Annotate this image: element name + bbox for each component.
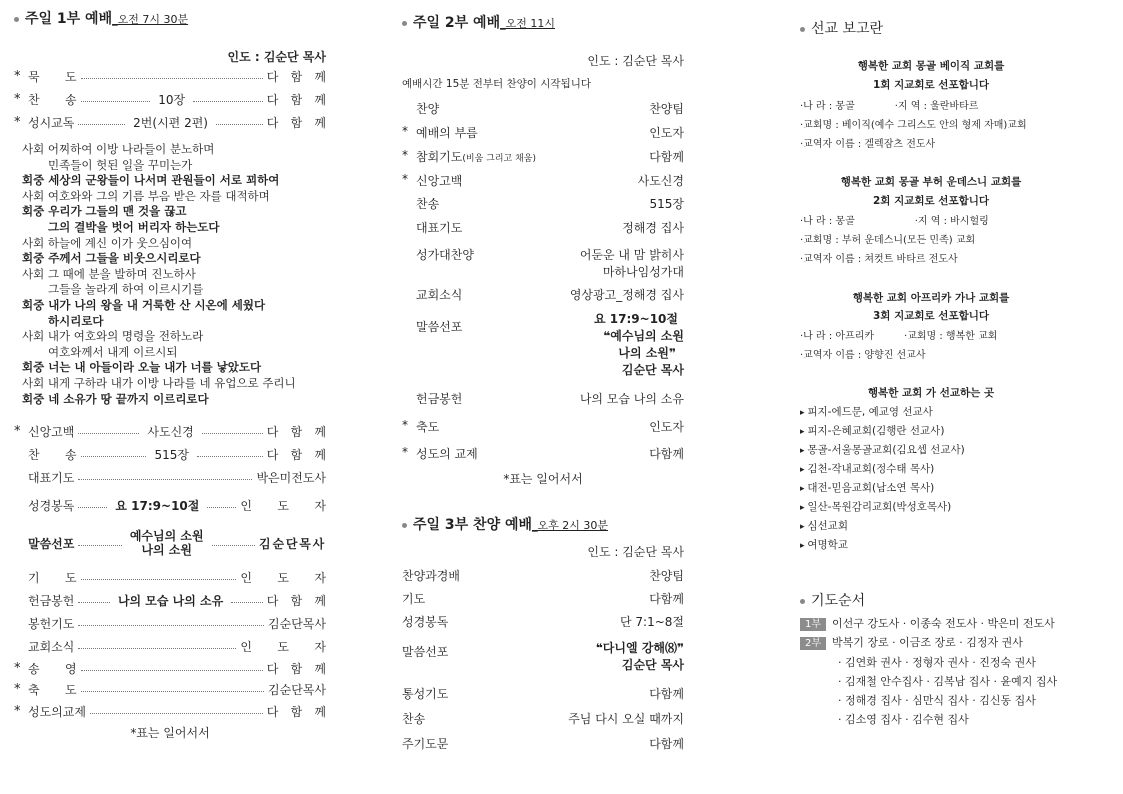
sermon-block: 요 17:9~10절 ❝예수님의 소원 나의 소원❞ 김순단 목사 bbox=[594, 312, 684, 377]
worship-notice: 예배시간 15분 전부터 찬양이 시작됩니다 bbox=[402, 78, 591, 90]
prayer-order-title: 기도순서 bbox=[800, 590, 865, 610]
order-row: 주기도문 다함께 bbox=[402, 737, 684, 751]
order-row: 성경봉독 단 7:1~8절 bbox=[402, 615, 684, 629]
mission-info: ·나 라 : 아프리카 ·교회명 : 행복한 교회 bbox=[800, 331, 998, 342]
reading-line: 그들을 놀라게 하여 이르시기를 bbox=[48, 282, 204, 297]
reading-line: 여호와께서 내게 이르시되 bbox=[48, 344, 178, 359]
order-row: 찬송 515장 bbox=[416, 197, 684, 211]
order-row: * 참회기도(비움 그리고 채움) 다함께 bbox=[402, 148, 684, 164]
reading-line: 회중 네 소유가 땅 끝까지 이르리로다 bbox=[22, 391, 209, 406]
third-service-leader: 인도 : 김순단 목사 bbox=[587, 545, 684, 559]
mission-heading: 2회 지교회로 선포합니다 bbox=[872, 195, 990, 207]
first-service-title: 주일 1부 예배_오전 7시 30분 bbox=[14, 8, 188, 28]
first-service-leader: 인도 : 김순단 목사 bbox=[227, 50, 326, 64]
third-service-title: 주일 3부 찬양 예배_오후 2시 30분 bbox=[402, 514, 608, 534]
prayer-second-service: 2부 박복기 장로 · 이금조 장로 · 김정자 권사 bbox=[800, 634, 1023, 650]
reading-line: 사회 그 때에 분을 발하며 진노하사 bbox=[22, 266, 196, 281]
order-row: 말씀선포 예수님의 소원 나의 소원 김순단목사 bbox=[28, 529, 327, 557]
order-row: 찬양과경배 찬양팀 bbox=[402, 569, 684, 583]
mission-place-item: ▸ 대전-믿음교회(남소연 목사) bbox=[800, 480, 934, 495]
mission-heading: 행복한 교회 아프리카 가나 교회를 bbox=[852, 292, 1010, 304]
second-service-leader: 인도 : 김순단 목사 bbox=[587, 54, 684, 68]
bullet-dot-icon bbox=[402, 21, 407, 26]
reading-line: 회중 세상의 군왕들이 나서며 관원들이 서로 꾀하여 bbox=[22, 173, 280, 188]
mission-info: ·교역자 이름 : 겔렉잠츠 전도사 bbox=[800, 139, 936, 150]
mission-place-item: ▸ 여명학교 bbox=[800, 537, 848, 552]
sermon-row: 말씀선포 bbox=[402, 645, 449, 659]
second-service-title: 주일 2부 예배_오전 11시 bbox=[402, 12, 555, 32]
order-row: * 찬 송 10장 다 함 께 bbox=[14, 92, 331, 107]
order-row: * 묵 도 다 함 께 bbox=[14, 69, 331, 84]
reading-line: 사회 하늘에 계신 이가 웃으심이여 bbox=[22, 235, 193, 250]
mission-place-item: ▸ 피지-에드문, 예교영 선교사 bbox=[800, 404, 933, 419]
prayer-line: · 김재철 안수집사 · 김복남 집사 · 윤예지 집사 bbox=[838, 675, 1058, 688]
choir-name: 마하나임성가대 bbox=[602, 265, 684, 279]
fellowship-row: * 성도의 교제 다함께 bbox=[402, 445, 684, 461]
choir-row: 성가대찬양 어둔운 내 맘 밝히사 bbox=[416, 248, 684, 262]
mission-heading: 1회 지교회로 선포합니다 bbox=[872, 79, 990, 91]
reading-line: 사회 내가 여호와의 명령을 전하노라 bbox=[22, 329, 204, 344]
mission-place-item: ▸ 심선교회 bbox=[800, 518, 848, 533]
reading-line: 사회 여호와와 그의 기름 부음 받은 자를 대적하며 bbox=[22, 188, 270, 203]
bullet-dot-icon bbox=[402, 523, 407, 528]
order-row: 대표기도 정해경 집사 bbox=[416, 221, 684, 235]
mission-info: ·교회명 : 부허 운데스니(모든 민족) 교회 bbox=[800, 235, 976, 246]
bullet-dot-icon bbox=[14, 17, 19, 22]
mission-place-item: ▸ 일산-목원감리교회(박성호목사) bbox=[800, 499, 951, 514]
order-row: 성경봉독 요 17:9~10절 인 도 자 bbox=[28, 499, 337, 513]
mission-places-heading: 행복한 교회 가 선교하는 곳 bbox=[867, 387, 995, 399]
order-row: 기 도 인 도 자 bbox=[28, 571, 337, 585]
order-row: 찬 송 515장 다 함 께 bbox=[28, 448, 331, 462]
mission-place-item: ▸ 몽골-서울몽골교회(김요셉 선교사) bbox=[800, 442, 965, 457]
order-row: 찬송 주님 다시 오실 때까지 bbox=[402, 712, 684, 726]
service-badge: 1부 bbox=[800, 618, 826, 631]
reading-line: 그의 결박을 벗어 버리자 하는도다 bbox=[48, 220, 220, 234]
mission-report-title: 선교 보고란 bbox=[800, 18, 883, 38]
prayer-line: · 정해경 집사 · 심만식 집사 · 김신동 집사 bbox=[838, 694, 1036, 707]
mission-info: ·교역자 이름 : 양향진 선교사 bbox=[800, 350, 926, 361]
mission-info: ·교역자 이름 : 쳐컷트 바타르 전도사 bbox=[800, 254, 958, 265]
reading-line: 사회 내게 구하라 내가 이방 나라를 네 유업으로 주리니 bbox=[22, 376, 296, 390]
mission-info: ·나 라 : 몽골 ·지 역 : 바시헐링 bbox=[800, 216, 989, 227]
mission-heading: 행복한 교회 몽골 부허 운데스니 교회를 bbox=[840, 176, 1022, 188]
prayer-line: · 김연화 권사 · 정형자 권사 · 진정숙 권사 bbox=[838, 656, 1036, 669]
sermon-row: 말씀선포 bbox=[416, 320, 463, 334]
offering-row: 헌금봉헌 나의 모습 나의 소유 bbox=[416, 392, 684, 406]
service-badge: 2부 bbox=[800, 637, 826, 650]
order-row: 찬양 찬양팀 bbox=[416, 102, 684, 116]
order-row: * 축 도 김순단목사 bbox=[14, 682, 326, 697]
reading-line: 회중 너는 내 아들이라 오늘 내가 너를 낳았도다 bbox=[22, 360, 262, 375]
order-row: * 예배의 부름 인도자 bbox=[402, 124, 684, 140]
mission-place-item: ▸ 피지-은혜교회(김행란 선교사) bbox=[800, 423, 944, 438]
mission-info: ·나 라 : 몽골 ·지 역 : 울란바타르 bbox=[800, 101, 979, 112]
order-row: 헌금봉헌 나의 모습 나의 소유 다 함 께 bbox=[28, 594, 331, 608]
order-row: 통성기도 다함께 bbox=[402, 687, 684, 701]
reading-line: 회중 주께서 그들을 비웃으시리로다 bbox=[22, 251, 201, 266]
order-row: * 신앙고백 사도신경 다 함 께 bbox=[14, 424, 331, 439]
bullet-dot-icon bbox=[800, 599, 805, 604]
mission-info: ·교회명 : 베이직(예수 그리스도 안의 형제 자매)교회 bbox=[800, 120, 1027, 131]
blessing-row: * 축도 인도자 bbox=[402, 418, 684, 434]
sermon-block: ❝다니엘 강해⑻❞ 김순단 목사 bbox=[595, 641, 684, 672]
news-row: 교회소식 영상광고_정해경 집사 bbox=[416, 288, 684, 302]
standing-note: *표는 일어서서 bbox=[503, 472, 583, 486]
prayer-first-service: 1부 이선구 강도사 · 이종숙 전도사 · 박은미 전도사 bbox=[800, 615, 1055, 631]
order-row: 기도 다함께 bbox=[402, 592, 684, 606]
order-row: 대표기도 박은미전도사 bbox=[28, 471, 326, 485]
order-row: * 송 영 다 함 께 bbox=[14, 661, 331, 676]
order-row: * 성시교독 2번(시편 2편) 다 함 께 bbox=[14, 115, 331, 130]
order-row: 교회소식 인 도 자 bbox=[28, 640, 337, 654]
standing-note: *표는 일어서서 bbox=[130, 726, 210, 740]
mission-heading: 행복한 교회 몽골 베이직 교회를 bbox=[857, 60, 1005, 72]
bullet-dot-icon bbox=[800, 27, 805, 32]
reading-line: 회중 내가 나의 왕을 내 거룩한 산 시온에 세웠다 bbox=[22, 298, 266, 312]
reading-line: 민족들이 헛된 일을 꾸미는가 bbox=[48, 157, 193, 172]
order-row: * 성도의교제 다 함 께 bbox=[14, 704, 331, 719]
mission-place-item: ▸ 김천-작내교회(정수태 목사) bbox=[800, 461, 934, 476]
mission-heading: 3회 지교회로 선포합니다 bbox=[872, 310, 990, 322]
order-row: * 신앙고백 사도신경 bbox=[402, 172, 684, 188]
reading-line: 사회 어찌하여 이방 나라들이 분노하며 bbox=[22, 142, 215, 156]
reading-line: 회중 우리가 그들의 맨 것을 끊고 bbox=[22, 204, 187, 219]
order-row: 봉헌기도 김순단목사 bbox=[28, 617, 326, 631]
prayer-line: · 김소영 집사 · 김수현 집사 bbox=[838, 713, 969, 726]
reading-line: 하시리로다 bbox=[48, 313, 104, 328]
